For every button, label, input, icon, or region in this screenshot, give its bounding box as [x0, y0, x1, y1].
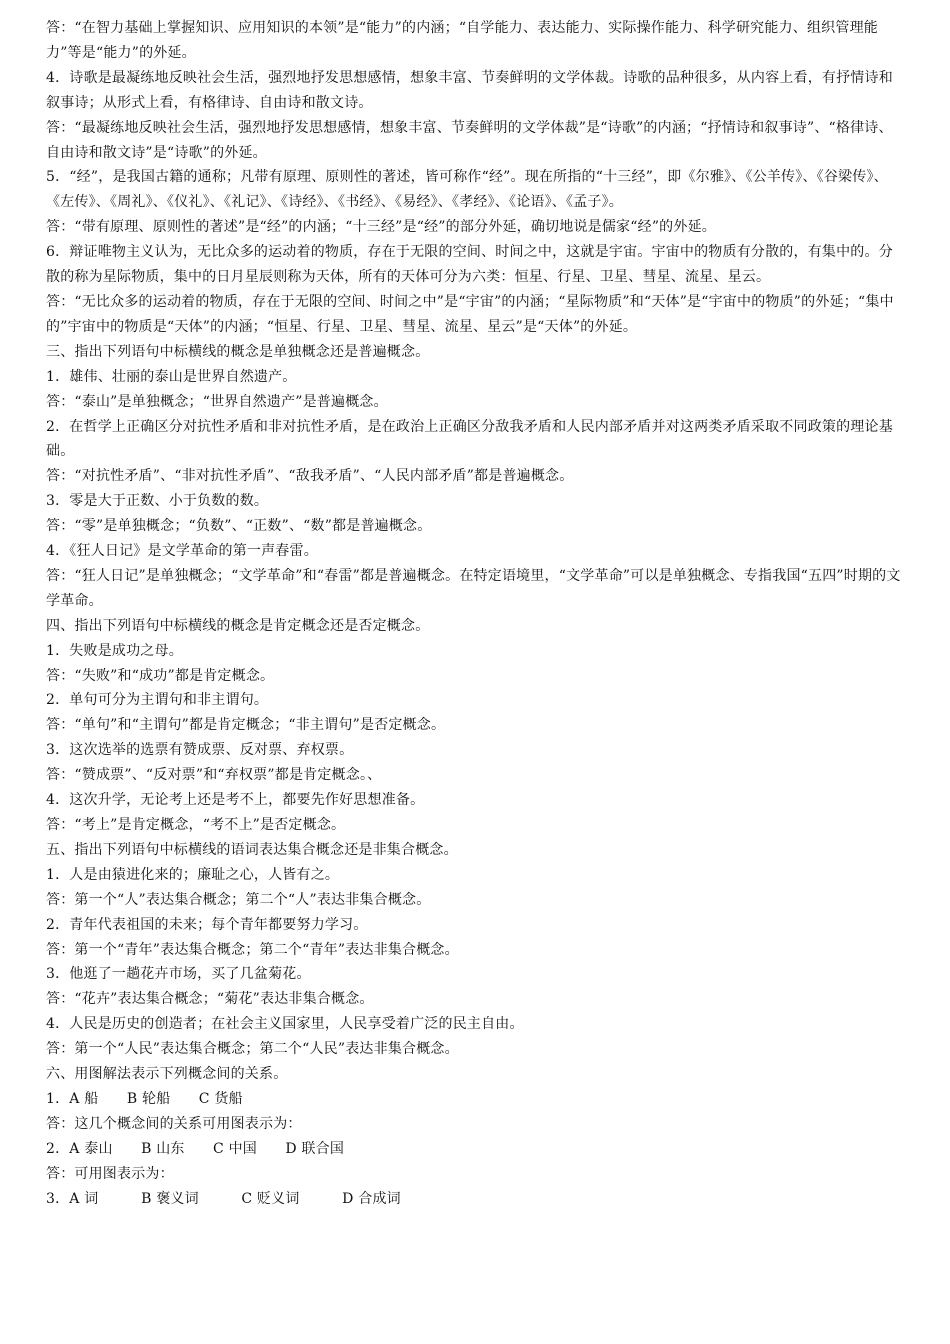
answer-paragraph: 答：“狂人日记”是单独概念；“文学革命”和“春雷”都是普遍概念。在特定语境里，“文学革命”可以是单独概念、专指我国“五四”时期的文学革命。	[46, 567, 901, 609]
answer-paragraph: 答：第一个“人”表达集合概念；第二个“人”表达非集合概念。	[46, 891, 431, 908]
answer-paragraph: 答：“赞成票”、“反对票”和“弃权票”都是肯定概念。、	[46, 767, 382, 784]
answer-paragraph: 答：“在智力基础上掌握知识、应用知识的本领”是“能力”的内涵；“自学能力、表达能力、实际操作能力、科学研究能力、组织管理能力”等是“能力”的外延。	[46, 20, 878, 61]
question-paragraph: 1．雄伟、壮丽的泰山是世界自然遗产。	[46, 368, 297, 385]
question-paragraph: 2．单句可分为主谓句和非主谓句。	[46, 692, 269, 709]
answer-paragraph: 答：“零”是单独概念；“负数”、“正数”、“数”都是普遍概念。	[46, 518, 432, 535]
question-paragraph: 2．在哲学上正确区分对抗性矛盾和非对抗性矛盾，是在政治上正确区分敌我矛盾和人民内部矛盾并对这两类矛盾采取不同政策的理论基础。	[46, 418, 893, 460]
question-paragraph: 3．A 词 B 褒义词 C 贬义词 D 合成词	[46, 1190, 401, 1207]
question-paragraph: 3．这次选举的选票有赞成票、反对票、弃权票。	[46, 742, 354, 759]
question-paragraph: 4．《狂人日记》是文学革命的第一声春雷。	[46, 543, 318, 560]
answer-paragraph: 答：“带有原理、原则性的著述”是“经”的内涵；“十三经”是“经”的部分外延，确切地说是儒家“经”的外延。	[46, 219, 716, 236]
answer-paragraph: 答：第一个“人民”表达集合概念；第二个“人民”表达非集合概念。	[46, 1041, 459, 1058]
question-paragraph: 4．人民是历史的创造者；在社会主义国家里，人民享受着广泛的民主自由。	[46, 1016, 524, 1033]
question-paragraph: 1．人是由猿进化来的；廉耻之心，人皆有之。	[46, 866, 340, 883]
question-paragraph: 1．A 船 B 轮船 C 货船	[46, 1090, 243, 1107]
question-paragraph: 4．这次升学，无论考上还是考不上，都要先作好思想准备。	[46, 792, 425, 809]
question-paragraph: 4．诗歌是最凝练地反映社会生活，强烈地抒发思想感情，想象丰富、节奏鲜明的文学体裁。诗歌的品种很多，从内容上看，有抒情诗和叙事诗；从形式上看，有格律诗、自由诗和散文诗。	[46, 69, 893, 111]
answer-paragraph: 答：可用图表示为：	[46, 1165, 174, 1182]
section-heading: 四、指出下列语句中标横线的概念是肯定概念还是否定概念。	[46, 617, 430, 634]
question-paragraph: 2．青年代表祖国的未来；每个青年都要努力学习。	[46, 916, 368, 933]
answer-paragraph: 答：第一个“青年”表达集合概念；第二个“青年”表达非集合概念。	[46, 941, 459, 958]
question-paragraph: 5．“经”，是我国古籍的通称；凡带有原理、原则性的著述，皆可称作“经”。现在所指的“十三经”，即《尔雅》、《公羊传》、《谷梁传》、《左传》、《周礼》、《仪礼》、《礼记》、《诗经》、《书经》、《易经》、《孝经》、《论语》、《孟子》。	[46, 169, 888, 211]
answer-paragraph: 答：“失败”和“成功”都是肯定概念。	[46, 667, 275, 684]
question-paragraph: 1．失败是成功之母。	[46, 642, 183, 659]
answer-paragraph: 答：“对抗性矛盾”、“非对抗性矛盾”、“敌我矛盾”、“人民内部矛盾”都是普遍概念。	[46, 468, 574, 485]
question-paragraph: 3．零是大于正数、小于负数的数。	[46, 493, 269, 510]
question-paragraph: 6．辩证唯物主义认为，无比众多的运动着的物质，存在于无限的空间、时间之中，这就是宇宙。宇宙中的物质有分散的，有集中的。分散的称为星际物质，集中的日月星辰则称为天体，所有的天体可分为六类：恒星、行星、卫星、彗星、流星、星云。	[46, 244, 893, 286]
answer-paragraph: 答：这几个概念间的关系可用图表示为：	[46, 1115, 302, 1132]
question-paragraph: 2．A 泰山 B 山东 C 中国 D 联合国	[46, 1140, 345, 1157]
section-heading: 六、用图解法表示下列概念间的关系。	[46, 1066, 288, 1083]
section-heading: 五、指出下列语句中标横线的语词表达集合概念还是非集合概念。	[46, 841, 458, 858]
answer-paragraph: 答：“单句”和“主谓句”都是肯定概念；“非主谓句”是否定概念。	[46, 717, 446, 734]
answer-paragraph: 答：“花卉”表达集合概念；“菊花”表达非集合概念。	[46, 991, 374, 1008]
answer-paragraph: 答：“无比众多的运动着的物质，存在于无限的空间、时间之中”是“宇宙”的内涵；“星际物质”和“天体”是“宇宙中的物质”的外延；“集中的”宇宙中的物质是“天体”的内涵；“恒星、行星、卫星、彗星、流星、星云”是“天体”的外延。	[46, 293, 894, 335]
answer-paragraph: 答：“最凝练地反映社会生活，强烈地抒发思想感情，想象丰富、节奏鲜明的文学体裁”是“诗歌”的内涵；“抒情诗和叙事诗”、“格律诗、自由诗和散文诗”是“诗歌”的外延。	[46, 119, 893, 161]
question-paragraph: 3．他逛了一趟花卉市场，买了几盆菊花。	[46, 966, 311, 983]
section-heading: 三、指出下列语句中标横线的概念是单独概念还是普遍概念。	[46, 343, 430, 360]
answer-paragraph: 答：“考上”是肯定概念，“考不上”是否定概念。	[46, 817, 346, 833]
answer-paragraph: 答：“泰山”是单独概念；“世界自然遗产”是普遍概念。	[46, 393, 388, 410]
